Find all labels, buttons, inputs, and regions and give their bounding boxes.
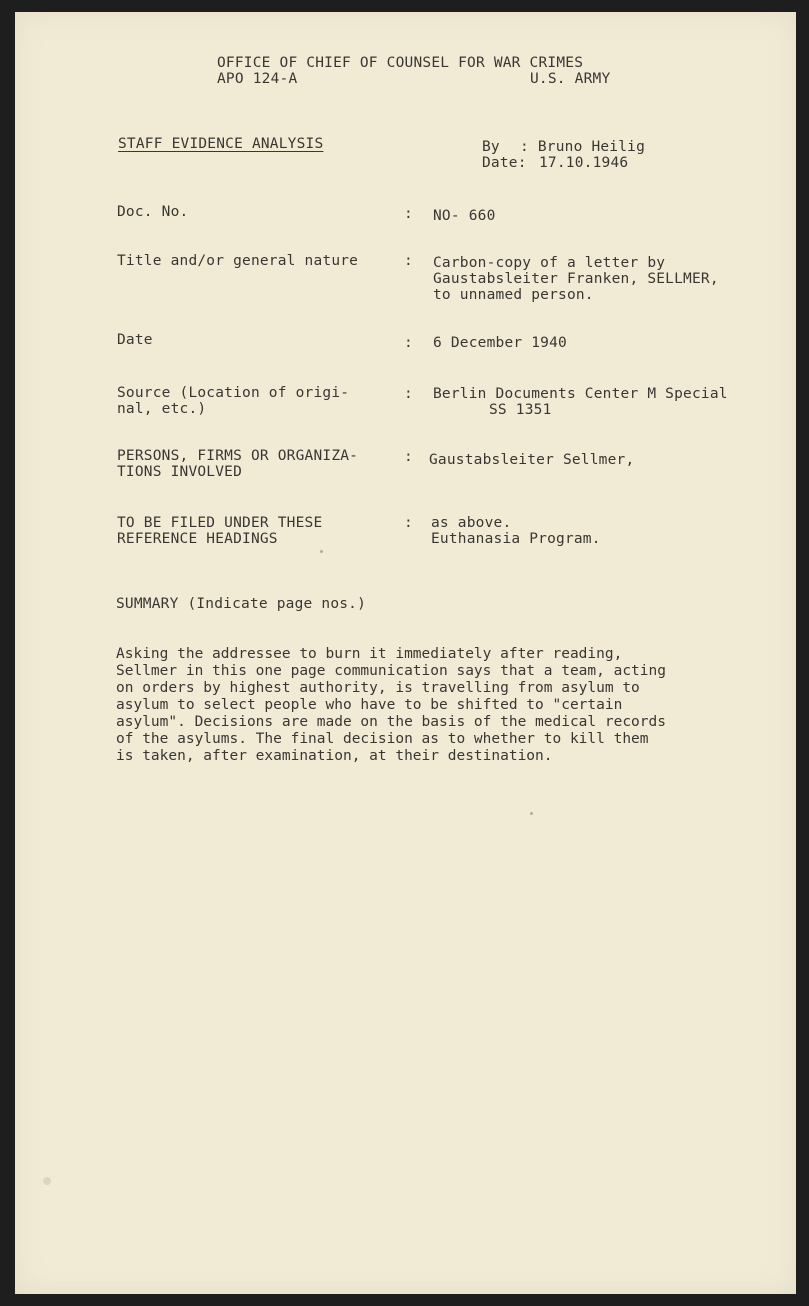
field-label-persons-1: PERSONS, FIRMS OR ORGANIZA- (117, 448, 359, 464)
field-value-date: 6 December 1940 (433, 335, 567, 351)
document-page (15, 12, 796, 1294)
field-value-headings-1: as above. (431, 515, 512, 531)
summary-line: of the asylums. The final decision as to whether to kill them (116, 731, 649, 747)
field-value-source-1: Berlin Documents Center M Special (433, 386, 728, 402)
field-value-title-2: Gaustabsleiter Franken, SELLMER, (433, 271, 719, 287)
field-label-headings-2: REFERENCE HEADINGS (117, 531, 278, 547)
field-label-doc-no: Doc. No. (117, 204, 189, 220)
summary-line: Asking the addressee to burn it immediately after reading, (116, 646, 623, 662)
field-value-title-1: Carbon-copy of a letter by (433, 255, 666, 271)
summary-heading: SUMMARY (Indicate page nos.) (116, 596, 367, 612)
summary-line: on orders by highest authority, is travelling from asylum to (116, 680, 640, 696)
paper-speck (43, 1177, 51, 1185)
field-value-doc-no: NO- 660 (433, 208, 496, 224)
summary-line: Sellmer in this one page communication says that a team, acting (116, 663, 666, 679)
field-value-persons: Gaustabsleiter Sellmer, (429, 452, 635, 468)
field-label-headings-1: TO BE FILED UNDER THESE (117, 515, 323, 531)
field-label-title: Title and/or general nature (117, 253, 359, 269)
field-colon-persons: : (404, 449, 413, 465)
summary-line: is taken, after examination, at their destination. (116, 748, 553, 764)
field-value-title-3: to unnamed person. (433, 287, 594, 303)
date-label: Date: (482, 155, 527, 171)
field-colon-date: : (404, 335, 413, 351)
office-heading: OFFICE OF CHIEF OF COUNSEL FOR WAR CRIMES (217, 55, 584, 71)
field-value-headings-2: Euthanasia Program. (431, 531, 601, 547)
field-value-source-2: SS 1351 (489, 402, 552, 418)
paper-speck (530, 812, 533, 815)
field-label-source-2: nal, etc.) (117, 401, 207, 417)
summary-body (116, 646, 766, 765)
summary-line: asylum". Decisions are made on the basis of the medical records (116, 714, 666, 730)
field-colon-doc-no: : (404, 206, 413, 222)
field-colon-headings: : (404, 515, 413, 531)
analysis-date: 17.10.1946 (539, 155, 629, 171)
field-label-date: Date (117, 332, 153, 348)
field-colon-source: : (404, 386, 413, 402)
analysis-title: STAFF EVIDENCE ANALYSIS (118, 136, 324, 152)
by-label: By (482, 139, 500, 155)
army-label: U.S. ARMY (530, 71, 611, 87)
field-colon-title: : (404, 253, 413, 269)
paper-speck (320, 550, 323, 553)
field-label-persons-2: TIONS INVOLVED (117, 464, 243, 480)
field-label-source-1: Source (Location of origi- (117, 385, 350, 401)
summary-line: asylum to select people who have to be shifted to "certain (116, 697, 623, 713)
analyst-name: : Bruno Heilig (520, 139, 646, 155)
apo-number: APO 124-A (217, 71, 298, 87)
